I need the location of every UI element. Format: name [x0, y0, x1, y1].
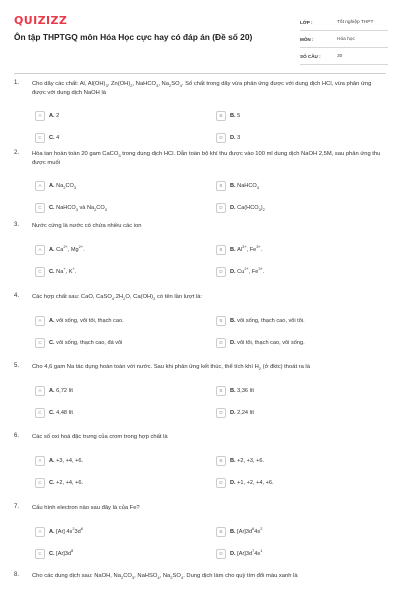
option-c[interactable]	[35, 132, 59, 143]
option-letter-box: B	[216, 527, 226, 537]
option-letter-box: A	[35, 386, 45, 396]
question-number: 3.	[14, 222, 20, 228]
option-letter-box: B	[216, 316, 226, 326]
option-a[interactable]	[35, 315, 124, 326]
meta-value: Hóa học	[337, 36, 355, 42]
option-a[interactable]	[35, 244, 85, 255]
option-text: B. vôi sống, thạch cao, vôi tôi.	[230, 317, 305, 324]
option-letter-box: A	[35, 245, 45, 255]
question-text: Cho dãy các chất: Al, $Al(OH)_3$, $Zn(OH)_2$, NaHCO$_3$, $Na_2SO_4$. Số chất trong dãy vừa phản ứng được với dung dịch HCl, vừa phản ứng được với dung dịch NaOH là	[32, 81, 372, 96]
option-text: A. 2	[49, 112, 60, 119]
question-text: Các số oxi hoá đặc trưng của crom trong hợp chất là	[32, 434, 168, 440]
option-letter-box: C	[35, 478, 45, 488]
question-text: Cấu hình electron nào sau đây là của Fe?	[32, 505, 140, 511]
meta-key: LỚP :	[300, 19, 313, 25]
option-text: C. $[Ar]3d^8$	[49, 547, 74, 557]
option-text: A. 6,72 lít	[49, 387, 73, 394]
option-c[interactable]	[35, 407, 73, 418]
worksheet-title: Ôn tập THPTGQ môn Hóa Học cực hay có đáp án (Đề số 20)	[14, 32, 253, 42]
option-a[interactable]	[35, 385, 73, 396]
question-number: 7.	[14, 504, 20, 510]
option-letter-box: C	[35, 203, 45, 213]
option-text: D. +1, +2, +4, +6.	[230, 479, 274, 486]
option-a[interactable]	[35, 455, 83, 466]
question-text: Cho các dung dịch sau: NaOH, $Na_2CO_3$, NaHSO$_4$, $Na_2SO_4$. Dung dịch làm cho quỳ tím đổi màu xanh là	[32, 573, 298, 581]
option-text: B. 3,36 lít	[230, 387, 254, 394]
option-letter-box: B	[216, 245, 226, 255]
option-b[interactable]	[216, 315, 305, 326]
option-d[interactable]	[216, 477, 274, 488]
meta-row-subject	[300, 31, 388, 48]
option-letter-box: B	[216, 386, 226, 396]
option-letter-box: B	[216, 111, 226, 121]
option-text: A. vôi sống, vôi tôi, thạch cao.	[49, 317, 124, 324]
option-text: C. NaHCO$_3$ và $Na_2CO_3$	[49, 204, 107, 212]
option-d[interactable]	[216, 548, 262, 559]
option-text: D. $[Ar]3d^74s^1$	[230, 547, 263, 557]
option-c[interactable]	[35, 337, 122, 348]
option-c[interactable]	[35, 548, 73, 559]
header-divider	[14, 73, 386, 74]
option-text: C. 4	[49, 134, 60, 141]
meta-value: 30	[337, 53, 343, 59]
option-b[interactable]	[216, 385, 254, 396]
option-text: B. $[Ar]3d^64s^2$	[230, 525, 263, 535]
option-letter-box: A	[35, 181, 45, 191]
question-text: Cho 4,6 gam Na tác dụng hoàn toàn với nước. Sau khi phản ứng kết thúc, thể tích khí $H_2$ (ở đktc) thoát ra là	[32, 364, 310, 372]
option-letter-box: C	[35, 267, 45, 277]
meta-row-question-count	[300, 48, 388, 65]
question-number: 6.	[14, 433, 20, 439]
question-number: 1.	[14, 80, 20, 86]
option-d[interactable]	[216, 407, 254, 418]
quizizz-logo: QUIZIZZ	[14, 14, 68, 27]
option-letter-box: D	[216, 338, 226, 348]
option-text: D. $Cu^{2+}$, $Fe^{3+}$.	[230, 265, 265, 275]
option-b[interactable]	[216, 526, 262, 537]
question-text: Nước cứng là nước có chứa nhiều các ion	[32, 223, 142, 229]
option-text: B. +2, +3, +6.	[230, 457, 265, 464]
option-text: C. Na+, K+.	[49, 265, 77, 275]
option-text: A. $Na_2CO_3$	[49, 182, 77, 190]
meta-key: MÔN :	[300, 36, 314, 42]
option-letter-box: D	[216, 203, 226, 213]
option-letter-box: C	[35, 549, 45, 559]
option-letter-box: A	[35, 456, 45, 466]
question-number: 5.	[14, 363, 20, 369]
option-c[interactable]	[35, 266, 76, 277]
option-letter-box: D	[216, 408, 226, 418]
option-letter-box: B	[216, 456, 226, 466]
meta-row-class	[300, 14, 388, 31]
option-letter-box: D	[216, 133, 226, 143]
option-text: D. 3	[230, 134, 241, 141]
option-d[interactable]	[216, 202, 265, 213]
option-b[interactable]	[216, 110, 240, 121]
option-text: D. $Ca(HCO_3)_2$	[230, 204, 265, 212]
option-b[interactable]	[216, 455, 264, 466]
option-text: D. vôi tôi, thạch cao, vôi sống.	[230, 339, 305, 346]
option-letter-box: C	[35, 408, 45, 418]
meta-key: SỐ CÂU :	[300, 53, 321, 59]
option-letter-box: C	[35, 338, 45, 348]
option-text: A. [Ar] $4s^23d^6$	[49, 525, 83, 535]
option-letter-box: A	[35, 316, 45, 326]
option-c[interactable]	[35, 202, 107, 213]
question-text: Hòa tan hoàn toàn 20 gam CaCO$_3$ trong dung dịch HCl. Dẫn toàn bộ khí thu được vào 100 ml dung dịch NaOH 2,5M, sau phản ứng thu được muối	[32, 151, 381, 166]
option-text: C. +2, +4, +6.	[49, 479, 84, 486]
option-text: B. 5	[230, 112, 241, 119]
meta-table	[300, 14, 388, 65]
option-b[interactable]	[216, 244, 262, 255]
option-text: A. $Ca^{2+}$, $Mg^{2+}$.	[49, 243, 85, 253]
option-b[interactable]	[216, 180, 259, 191]
option-letter-box: B	[216, 181, 226, 191]
option-text: A. +3, +4, +6.	[49, 457, 84, 464]
question-number: 8.	[14, 572, 20, 578]
option-text: C. vôi sống, thạch cao, đá vôi	[49, 339, 123, 346]
option-letter-box: D	[216, 478, 226, 488]
option-d[interactable]	[216, 132, 240, 143]
question-number: 2.	[14, 150, 20, 156]
option-letter-box: C	[35, 133, 45, 143]
option-a[interactable]	[35, 526, 83, 537]
option-a[interactable]	[35, 110, 59, 121]
option-letter-box: D	[216, 549, 226, 559]
option-a[interactable]	[35, 180, 76, 191]
question-text: Các hợp chất sau: CaO, $CaSO_4.2H_2O$, $Ca(OH)_2$ có tên lần lượt là:	[32, 294, 203, 302]
option-d[interactable]	[216, 337, 305, 348]
option-letter-box: A	[35, 527, 45, 537]
option-text: B. $Al^{3+}$, $Fe^{3+}$.	[230, 243, 263, 253]
question-number: 4.	[14, 293, 20, 299]
meta-value: Tốt nghiệp THPT	[337, 19, 374, 25]
option-text: D. 2,24 lít	[230, 409, 254, 416]
option-letter-box: D	[216, 267, 226, 277]
option-c[interactable]	[35, 477, 83, 488]
option-letter-box: A	[35, 111, 45, 121]
option-d[interactable]	[216, 266, 264, 277]
option-text: B. NaHCO$_3$	[230, 182, 259, 190]
option-text: C. 4,48 lít	[49, 409, 73, 416]
